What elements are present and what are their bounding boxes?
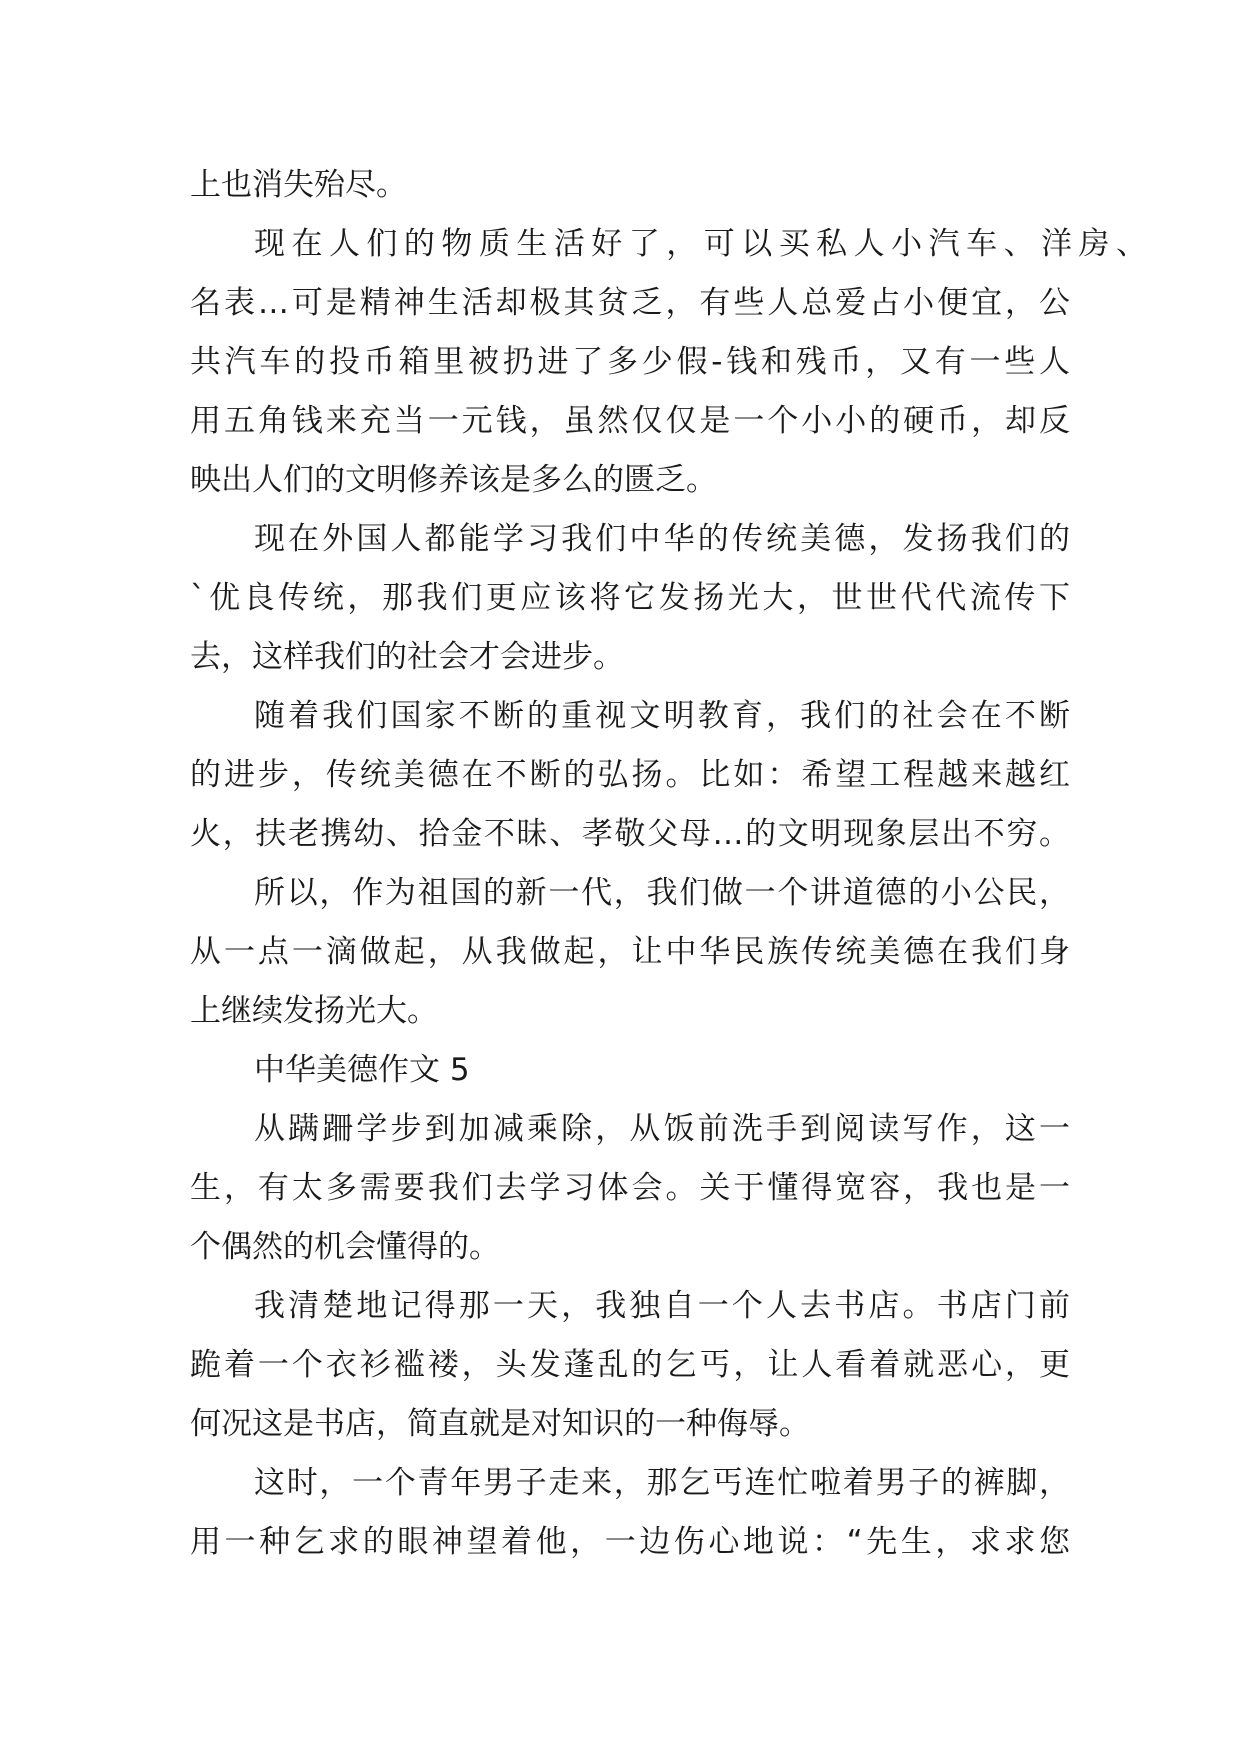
text-line: 我清楚地记得那一天，我独自一个人去书店。书店门前 <box>254 1288 1070 1324</box>
text-line: `优良传统，那我们更应该将它发扬光大，世世代代流传下 <box>190 580 1070 616</box>
text-line: 用五角钱来充当一元钱，虽然仅仅是一个小小的硬币，却反 <box>190 403 1070 439</box>
text-line: 火，扶老携幼、拾金不昧、孝敬父母…的文明现象层出不穷。 <box>190 816 1070 852</box>
text-line: 名表…可是精神生活却极其贫乏，有些人总爱占小便宜，公 <box>190 285 1070 321</box>
text-line: 个偶然的机会懂得的。 <box>190 1229 500 1265</box>
text-line: 从一点一滴做起，从我做起，让中华民族传统美德在我们身 <box>190 934 1070 970</box>
text-line: 的进步，传统美德在不断的弘扬。比如：希望工程越来越红 <box>190 757 1070 793</box>
text-line: 跪着一个衣衫褴褛，头发蓬乱的乞丐，让人看着就恶心，更 <box>190 1347 1070 1383</box>
text-line: 这时，一个青年男子走来，那乞丐连忙啦着男子的裤脚， <box>254 1465 1070 1501</box>
text-line: 生，有太多需要我们去学习体会。关于懂得宽容，我也是一 <box>190 1170 1070 1206</box>
text-line: 共汽车的投币箱里被扔进了多少假-钱和残币，又有一些人 <box>190 344 1070 380</box>
text-line: 现在外国人都能学习我们中华的传统美德，发扬我们的 <box>254 521 1070 557</box>
text-line: 用一种乞求的眼神望着他，一边伤心地说：“先生，求求您 <box>190 1524 1070 1560</box>
text-line: 所以，作为祖国的新一代，我们做一个讲道德的小公民， <box>254 875 1070 911</box>
text-line: 何况这是书店，简直就是对知识的一种侮辱。 <box>190 1406 810 1442</box>
text-line: 上继续发扬光大。 <box>190 993 438 1029</box>
section-heading: 中华美德作文 5 <box>254 1052 470 1088</box>
text-line: 去，这样我们的社会才会进步。 <box>190 639 624 675</box>
text-line: 映出人们的文明修养该是多么的匮乏。 <box>190 462 717 498</box>
text-line: 上也消失殆尽。 <box>190 167 407 203</box>
text-line: 从蹒跚学步到加减乘除，从饭前洗手到阅读写作，这一 <box>254 1111 1070 1147</box>
text-line: 现在人们的物质生活好了，可以买私人小汽车、洋房、 <box>254 226 1147 262</box>
text-line: 随着我们国家不断的重视文明教育，我们的社会在不断 <box>254 698 1070 734</box>
